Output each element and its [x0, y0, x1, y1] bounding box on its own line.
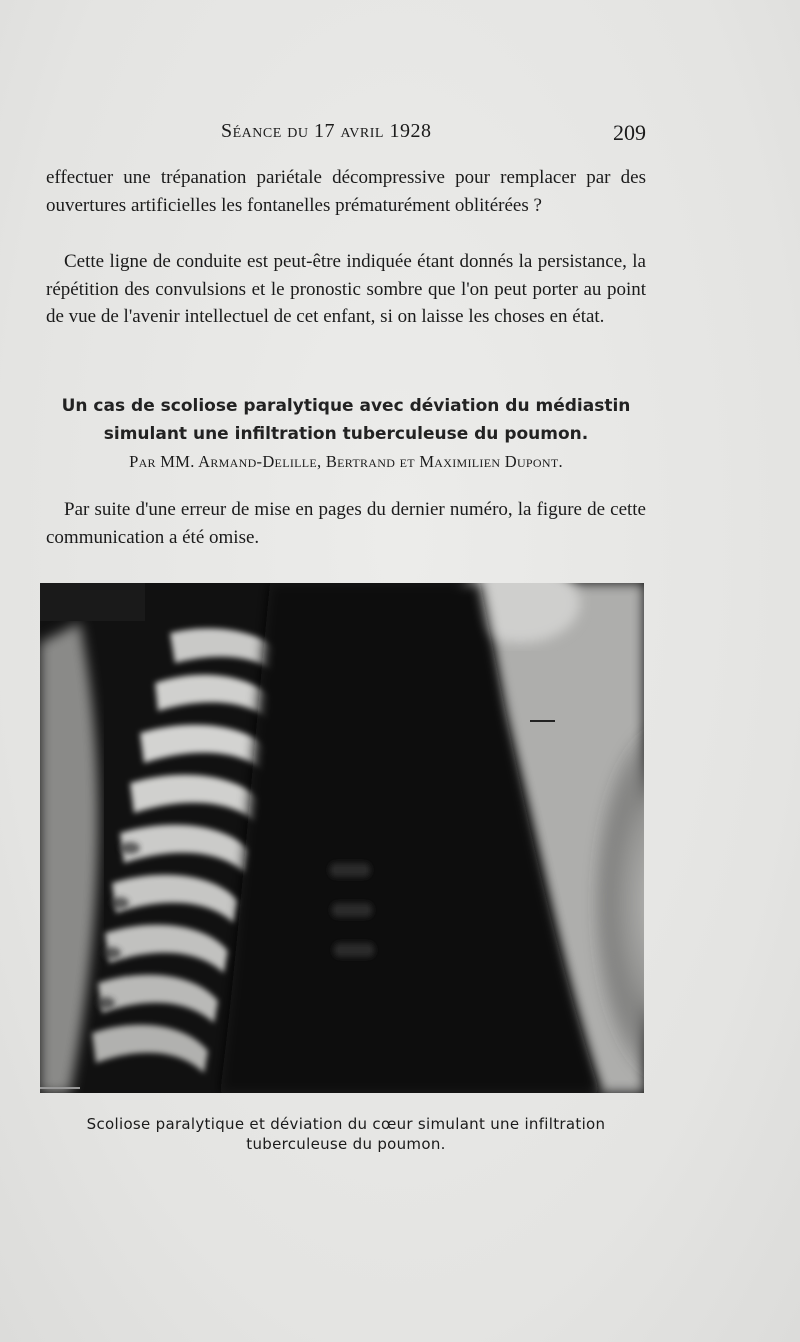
- article-title: [46, 392, 646, 448]
- page-number: 209: [613, 120, 646, 145]
- paragraph-text: effectuer une trépanation pariétale décompressive pour remplacer par des ouvertures artificielles les fontanelles prématurément oblitérées ?: [46, 167, 646, 216]
- paragraph-text: Cette ligne de conduite est peut-être indiquée étant donnés la persistance, la répétition des convulsions et le pronostic sombre que l'on peut porter au point de vue de l'avenir intellectuel de cet enfant, si on laisse les choses en état.: [46, 251, 646, 327]
- body-paragraph-1: [46, 164, 646, 219]
- caption-line-2: tuberculeuse du poumon.: [246, 1135, 446, 1153]
- xray-figure: [40, 583, 644, 1093]
- caption-line-1: Scoliose paralytique et déviation du cœur simulant une infiltration: [86, 1115, 606, 1133]
- running-head: [46, 120, 646, 150]
- body-paragraph-2: [46, 248, 646, 331]
- article-authors: Par MM. Armand-Delille, Bertrand et Maximilien Dupont.: [129, 452, 563, 471]
- article-paragraph: [46, 496, 646, 551]
- running-title: Séance du 17 avril 1928: [221, 120, 432, 142]
- article-title-line-1: Un cas de scoliose paralytique avec déviation du médiastin: [61, 396, 631, 416]
- xray-image: [40, 583, 644, 1093]
- article-title-line-2: simulant une infiltration tuberculeuse du poumon.: [103, 424, 589, 444]
- paragraph-text: Par suite d'une erreur de mise en pages du dernier numéro, la figure de cette communication a été omise.: [46, 499, 646, 548]
- figure-caption: [46, 1114, 646, 1154]
